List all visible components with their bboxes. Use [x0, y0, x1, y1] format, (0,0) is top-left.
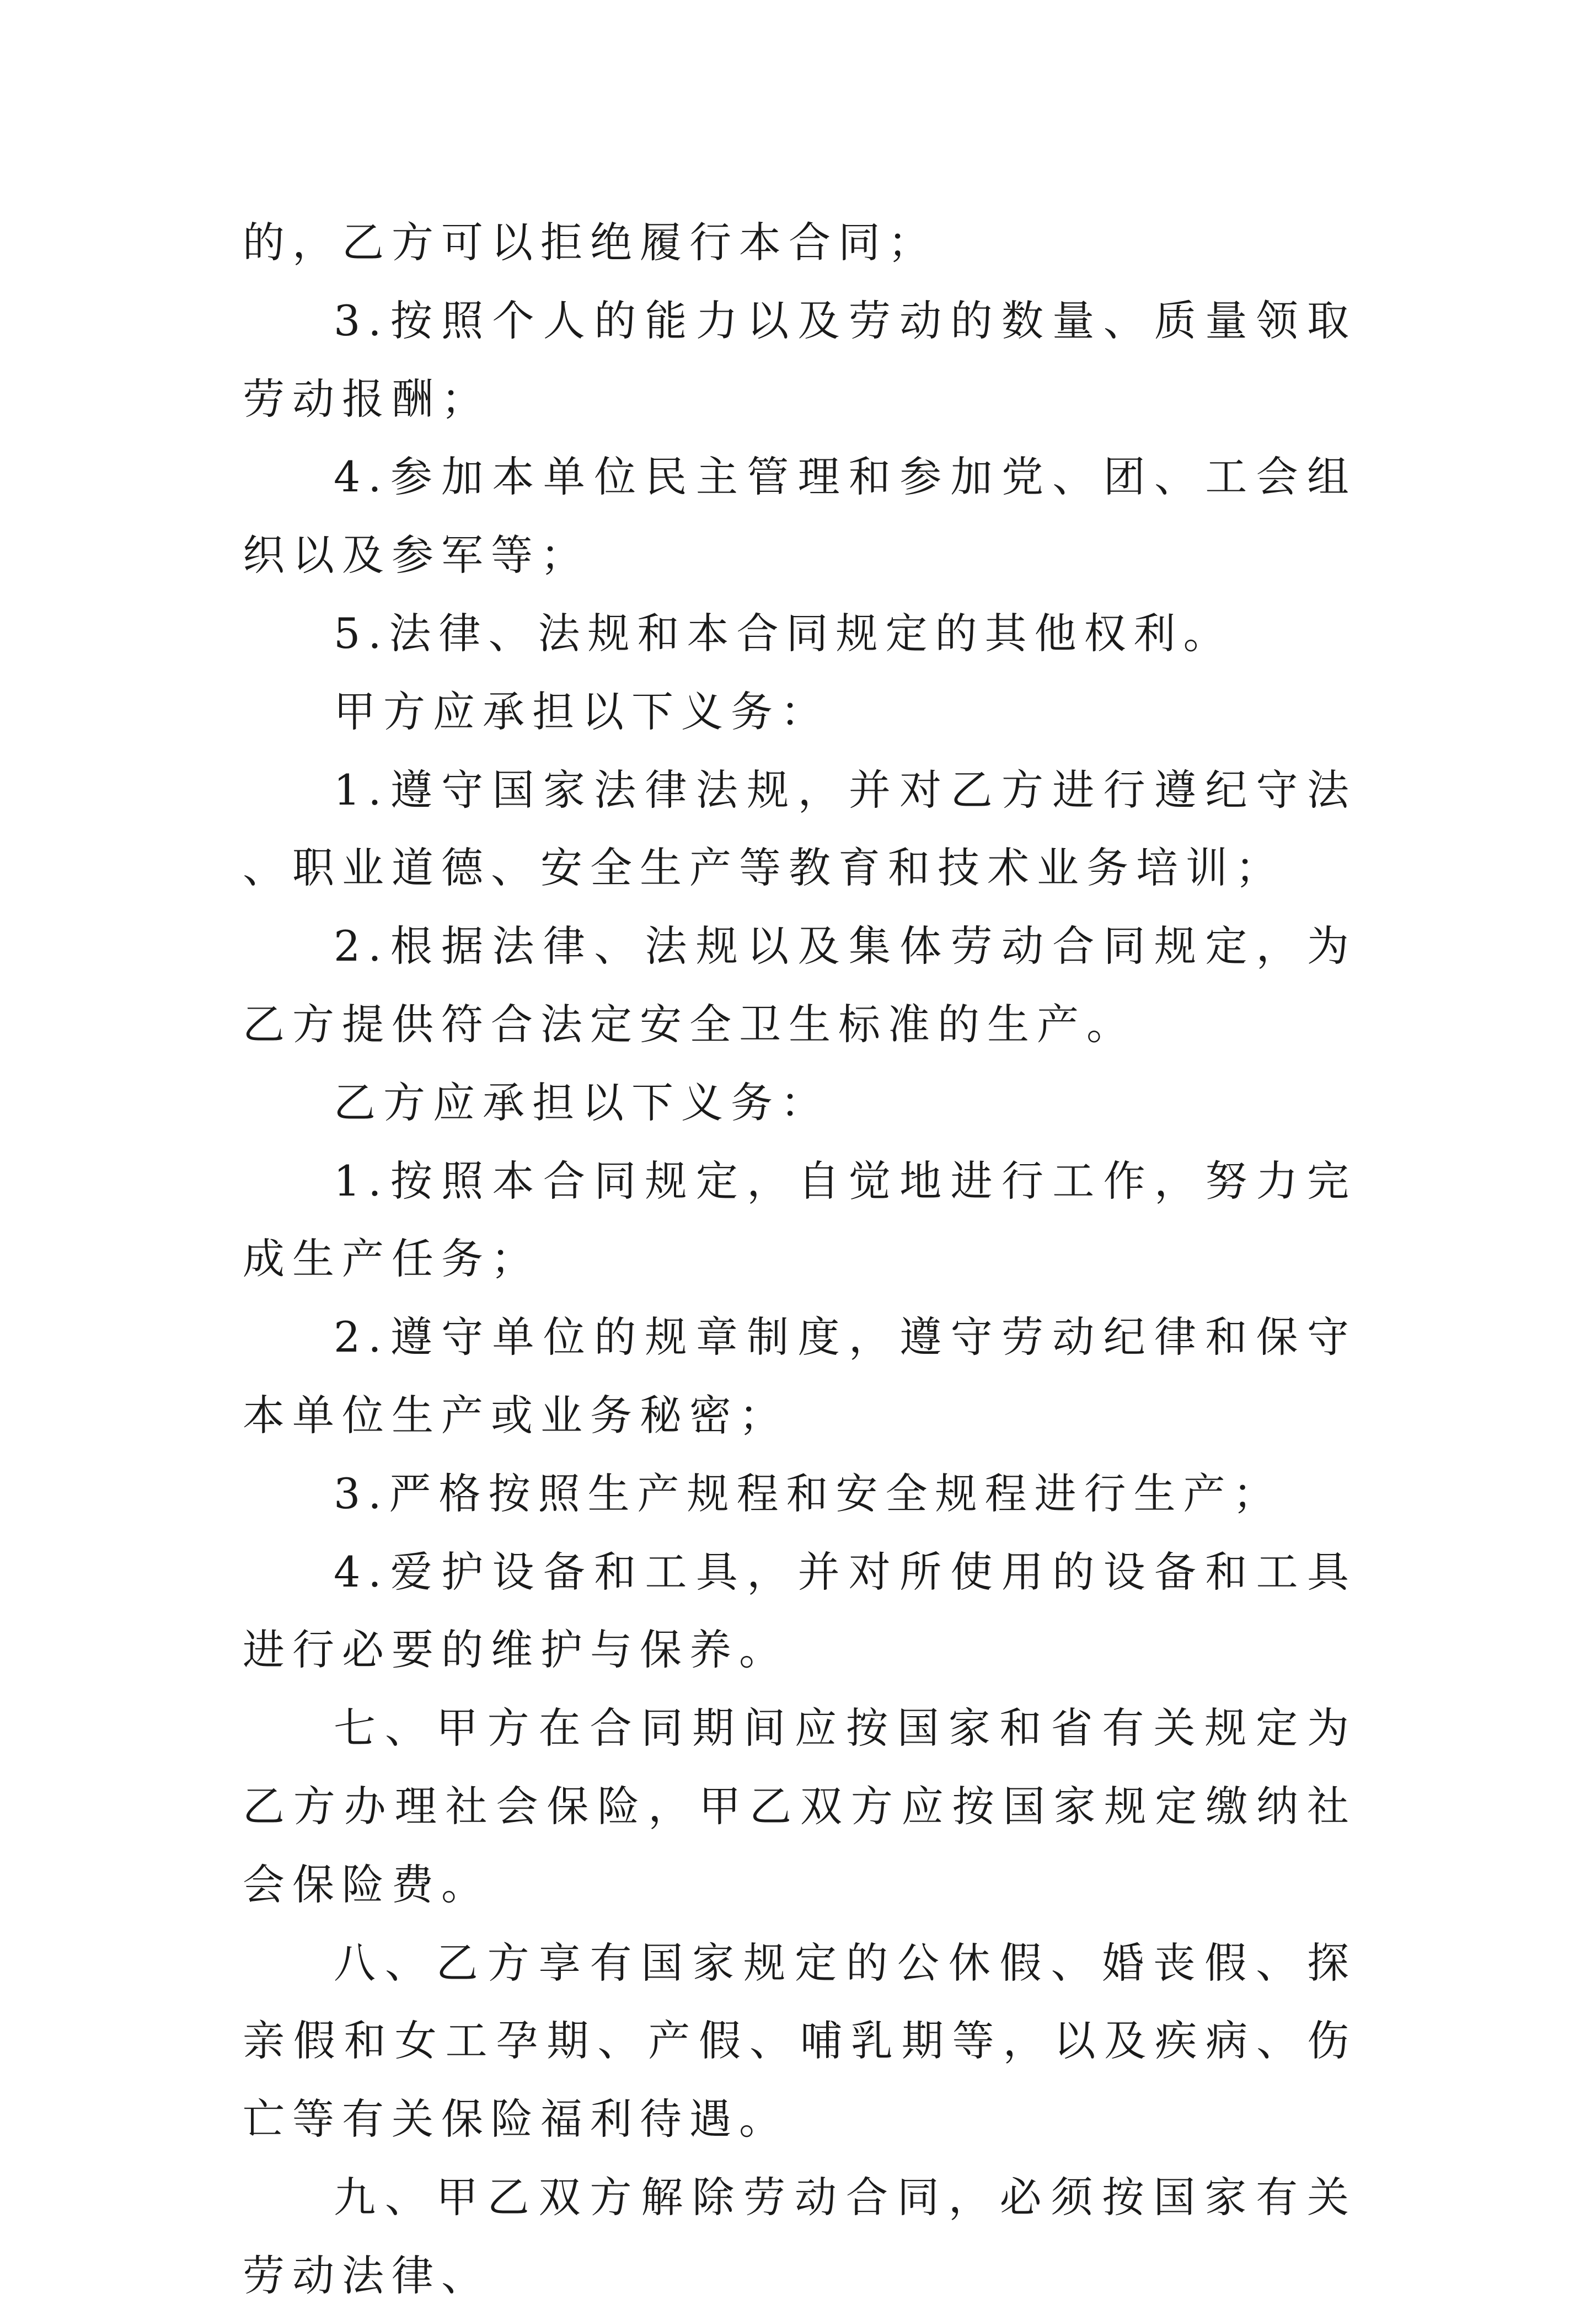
clause-8-leave-benefits: 八、乙方享有国家规定的公休假、婚丧假、探亲假和女工孕期、产假、哺乳期等，以及疾病、伤亡等有关保险福利待遇。 — [243, 1938, 1357, 2144]
paragraph-right-3: 3.按照个人的能力以及劳动的数量、质量领取劳动报酬； — [243, 296, 1357, 424]
party-a-obligations-heading: 甲方应承担以下义务： — [334, 687, 830, 736]
party-b-obligations-heading: 乙方应承担以下义务： — [334, 1078, 830, 1127]
paragraph-right-5: 5.法律、法规和本合同规定的其他权利。 — [334, 608, 1233, 658]
contract-text-body — [243, 203, 1357, 2315]
clause-9-contract-termination: 九、甲乙双方解除劳动合同，必须按国家有关劳动法律、 — [243, 2172, 1357, 2300]
party-a-obligation-2: 2.根据法律、法规以及集体劳动合同规定，为乙方提供符合法定安全卫生标准的生产。 — [243, 921, 1357, 1049]
clause-7-social-insurance: 七、甲方在合同期间应按国家和省有关规定为乙方办理社会保险，甲乙双方应按国家规定缴纳社会保险费。 — [243, 1703, 1357, 1909]
paragraph-right-4: 4.参加本单位民主管理和参加党、团、工会组织以及参军等； — [243, 452, 1357, 580]
party-b-obligation-1: 1.按照本合同规定，自觉地进行工作，努力完成生产任务； — [243, 1156, 1357, 1284]
party-b-obligation-4: 4.爱护设备和工具，并对所使用的设备和工具进行必要的维护与保养。 — [243, 1547, 1357, 1675]
party-b-obligation-3: 3.严格按照生产规程和安全规程进行生产； — [334, 1469, 1283, 1518]
paragraph-continuation: 的，乙方可以拒绝履行本合同； — [243, 218, 938, 267]
party-a-obligation-1: 1.遵守国家法律法规，并对乙方进行遵纪守法、职业道德、安全生产等教育和技术业务培训； — [243, 765, 1357, 893]
party-b-obligation-2: 2.遵守单位的规章制度，遵守劳动纪律和保守本单位生产或业务秘密； — [243, 1312, 1357, 1440]
